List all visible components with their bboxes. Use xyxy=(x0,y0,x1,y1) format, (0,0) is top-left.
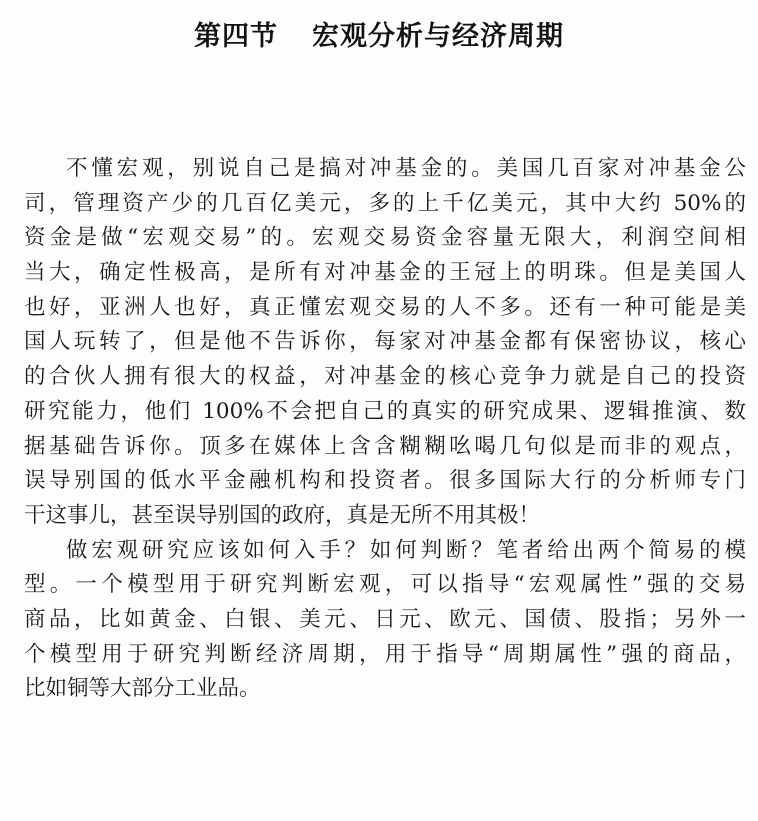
text-line: 国人玩转了，但是他不告诉你，每家对冲基金都有保密协议，核心 xyxy=(24,329,746,355)
body-text xyxy=(24,152,746,707)
section-number: 第四节 xyxy=(194,21,278,52)
text-line: 干这事儿，甚至误导别国的政府，真是无所不用其极！ xyxy=(24,502,541,528)
paragraph-1 xyxy=(24,152,746,534)
text-line: 司，管理资产少的几百亿美元，多的上千亿美元，其中大约 50%的 xyxy=(24,190,746,216)
text-line: 误导别国的低水平金融机构和投资者。很多国际大行的分析师专门 xyxy=(24,468,746,494)
text-line: 不懂宏观，别说自己是搞对冲基金的。美国几百家对冲基金公 xyxy=(66,156,746,181)
text-line: 也好，亚洲人也好，真正懂宏观交易的人不多。还有一种可能是美 xyxy=(24,294,746,320)
text-line: 研究能力，他们 100%不会把自己的真实的研究成果、逻辑推演、数 xyxy=(24,398,746,424)
text-line: 的合伙人拥有很大的权益，对冲基金的核心竞争力就是自己的投资 xyxy=(24,364,746,390)
text-line: 当大，确定性极高，是所有对冲基金的王冠上的明珠。但是美国人 xyxy=(24,260,746,286)
section-heading xyxy=(0,14,758,53)
text-line: 个模型用于研究判断经济周期，用于指导“周期属性”强的商品， xyxy=(24,641,746,667)
paragraph-2 xyxy=(24,534,746,707)
text-line: 据基础告诉你。顶多在媒体上含含糊糊吆喝几句似是而非的观点， xyxy=(24,433,746,459)
text-line: 商品，比如黄金、白银、美元、日元、欧元、国债、股指；另外一 xyxy=(24,606,746,632)
section-title: 宏观分析与经济周期 xyxy=(312,21,564,52)
text-line: 型。一个模型用于研究判断宏观，可以指导“宏观属性”强的交易 xyxy=(24,572,746,598)
text-line: 资金是做“宏观交易”的。宏观交易资金容量无限大，利润空间相 xyxy=(24,225,746,251)
text-line: 做宏观研究应该如何入手？如何判断？笔者给出两个简易的模 xyxy=(66,537,746,563)
text-line: 比如铜等大部分工业品。 xyxy=(24,676,261,702)
